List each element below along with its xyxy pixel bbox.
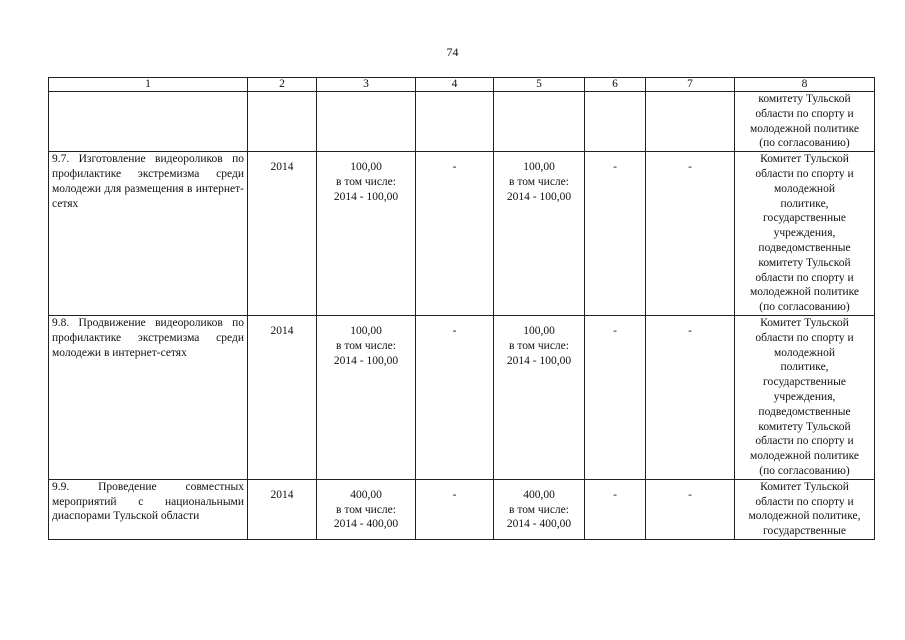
col6-cell: - bbox=[585, 152, 646, 316]
col7-cell: - bbox=[646, 479, 735, 539]
responsible-line: области по спорту и bbox=[755, 435, 854, 448]
responsible-line: области по спорту и bbox=[755, 271, 854, 284]
responsible-line: подведомственные bbox=[758, 405, 851, 418]
col6-cell: - bbox=[585, 315, 646, 479]
amount-line: 100,00 bbox=[523, 324, 555, 337]
year-cell: 2014 bbox=[248, 315, 317, 479]
total-amount-cell bbox=[317, 479, 416, 539]
responsible-line: государственные bbox=[763, 376, 846, 389]
col4-cell: - bbox=[416, 315, 494, 479]
responsible-line: подведомственные bbox=[758, 241, 851, 254]
amount-line: 100,00 bbox=[350, 161, 382, 174]
responsible-line: области по спорту и bbox=[755, 331, 854, 344]
item-description: 9.9. Проведение совместных мероприятий с национальными диаспорами Тульской области bbox=[49, 479, 248, 539]
responsible-line: области по спорту и bbox=[755, 167, 854, 180]
table-cell bbox=[494, 92, 585, 152]
responsible-line: молодежной политике bbox=[749, 122, 860, 135]
responsible-line: области по спорту и bbox=[755, 495, 854, 508]
table-cell bbox=[585, 92, 646, 152]
column-header: 4 bbox=[416, 78, 494, 92]
amount-line: 2014 - 400,00 bbox=[333, 518, 399, 531]
page-number: 74 bbox=[446, 45, 459, 59]
table-row bbox=[49, 315, 875, 479]
amount-line: в том числе: bbox=[336, 339, 396, 352]
amount-line: 100,00 bbox=[350, 324, 382, 337]
responsible-cell bbox=[735, 315, 875, 479]
amount-line: в том числе: bbox=[509, 339, 569, 352]
responsible-line: Комитет Тульской bbox=[760, 153, 849, 166]
col4-cell: - bbox=[416, 152, 494, 316]
table-cell bbox=[416, 92, 494, 152]
program-table bbox=[48, 77, 875, 540]
amount-line: 2014 - 100,00 bbox=[506, 190, 572, 203]
amount-line: 400,00 bbox=[523, 488, 555, 501]
column-header: 5 bbox=[494, 78, 585, 92]
responsible-cell bbox=[735, 152, 875, 316]
column-header: 1 bbox=[49, 78, 248, 92]
responsible-line: (по согласованию) bbox=[759, 301, 850, 314]
table-row bbox=[49, 92, 875, 152]
responsible-line: учреждения, bbox=[773, 227, 836, 240]
item-description: 9.8. Продвижение видеороликов по профилактике экстремизма среди молодежи в интернет-сетях bbox=[49, 315, 248, 479]
column-header: 8 bbox=[735, 78, 875, 92]
responsible-line: комитету Тульской bbox=[758, 93, 851, 105]
responsible-line: политике, bbox=[780, 197, 829, 210]
table-row bbox=[49, 152, 875, 316]
table-header-row bbox=[49, 78, 875, 92]
responsible-line: молодежной политике, bbox=[748, 510, 861, 523]
responsible-cell bbox=[735, 479, 875, 539]
item-description: 9.7. Изготовление видеороликов по профилактике экстремизма среди молодежи для размещения в интернет-сетях bbox=[49, 152, 248, 316]
responsible-line: молодежной политике bbox=[749, 450, 860, 463]
col7-cell: - bbox=[646, 152, 735, 316]
total-amount-cell bbox=[317, 315, 416, 479]
amount-line: в том числе: bbox=[336, 175, 396, 188]
amount-line: 2014 - 100,00 bbox=[506, 354, 572, 367]
table-cell bbox=[49, 92, 248, 152]
responsible-line: (по согласованию) bbox=[759, 137, 850, 150]
col5-amount-cell bbox=[494, 152, 585, 316]
responsible-line: области по спорту и bbox=[755, 107, 854, 120]
column-header: 7 bbox=[646, 78, 735, 92]
col6-cell: - bbox=[585, 479, 646, 539]
amount-line: в том числе: bbox=[509, 503, 569, 516]
amount-line: 400,00 bbox=[350, 488, 382, 501]
amount-line: 2014 - 400,00 bbox=[506, 518, 572, 531]
col7-cell: - bbox=[646, 315, 735, 479]
responsible-line: комитету Тульской bbox=[758, 256, 851, 269]
responsible-line: государственные bbox=[763, 525, 846, 538]
year-cell: 2014 bbox=[248, 479, 317, 539]
table-cell bbox=[248, 92, 317, 152]
responsible-line: политике, bbox=[780, 361, 829, 374]
amount-line: в том числе: bbox=[509, 175, 569, 188]
responsible-line: учреждения, bbox=[773, 390, 836, 403]
col4-cell: - bbox=[416, 479, 494, 539]
responsible-line: (по согласованию) bbox=[759, 464, 850, 477]
year-cell: 2014 bbox=[248, 152, 317, 316]
table-cell bbox=[317, 92, 416, 152]
responsible-line: комитету Тульской bbox=[758, 420, 851, 433]
responsible-line: Комитет Тульской bbox=[760, 480, 849, 493]
responsible-line: молодежной bbox=[774, 182, 835, 195]
amount-line: в том числе: bbox=[336, 503, 396, 516]
responsible-line: государственные bbox=[763, 212, 846, 225]
table-row bbox=[49, 479, 875, 539]
column-header: 3 bbox=[317, 78, 416, 92]
amount-line: 100,00 bbox=[523, 161, 555, 174]
responsible-line: молодежной политике bbox=[749, 286, 860, 299]
column-header: 2 bbox=[248, 78, 317, 92]
table-cell bbox=[646, 92, 735, 152]
total-amount-cell bbox=[317, 152, 416, 316]
col5-amount-cell bbox=[494, 479, 585, 539]
column-header: 6 bbox=[585, 78, 646, 92]
col5-amount-cell bbox=[494, 315, 585, 479]
responsible-line: Комитет Тульской bbox=[760, 316, 849, 329]
responsible-cell bbox=[735, 92, 875, 152]
amount-line: 2014 - 100,00 bbox=[333, 354, 399, 367]
amount-line: 2014 - 100,00 bbox=[333, 190, 399, 203]
responsible-line: молодежной bbox=[774, 346, 835, 359]
